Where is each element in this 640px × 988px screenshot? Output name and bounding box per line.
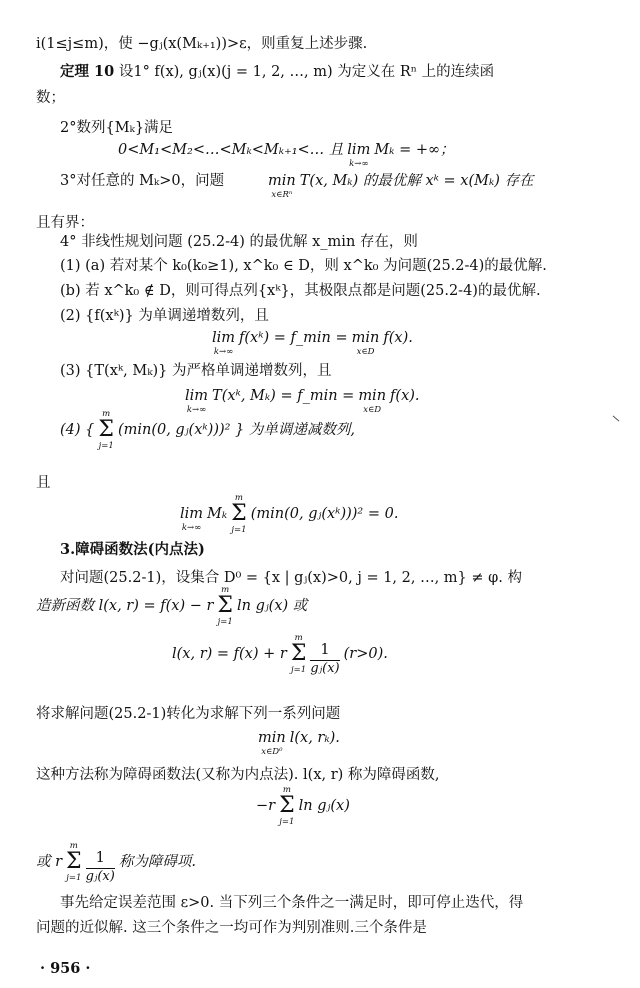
math-text: 1 xyxy=(86,848,115,869)
math-segment xyxy=(268,171,296,200)
line-text: 将求解问题(25.2-1)转化为求解下列一系列问题 xyxy=(36,706,341,722)
math-segment xyxy=(256,796,275,816)
math-segment xyxy=(347,140,370,169)
math-text: 或 r xyxy=(36,854,63,870)
math-text: Σ xyxy=(279,793,295,818)
lower-limit: k→∞ xyxy=(181,523,202,533)
math-segment xyxy=(374,140,454,160)
math-text: lim xyxy=(212,330,236,346)
math-segment xyxy=(60,420,94,440)
math-segment xyxy=(258,728,286,757)
math-segment xyxy=(118,140,343,160)
denominator: gⱼ(x) xyxy=(310,661,340,676)
lower-limit: x∈D xyxy=(356,347,375,357)
line-text: 3.障碍函数法(内点法) xyxy=(60,541,205,558)
line-text: (1) (a) 若对某个 k₀(k₀≥1), x^k₀ ∈ D，则 x^k₀ 为问题(25.2-4)的最优解. xyxy=(60,258,547,274)
text-line xyxy=(36,473,51,493)
math-segment xyxy=(118,420,355,440)
math-text: ln gⱼ(x) xyxy=(298,798,350,814)
math-segment xyxy=(352,328,380,357)
math-text: l(x, r) = f(x) + r xyxy=(172,646,287,662)
math-segment xyxy=(237,596,307,616)
text-line xyxy=(36,213,94,233)
math-text: lim xyxy=(347,142,371,158)
text-line xyxy=(60,306,269,326)
line-text: 事先给定误差范围 ε>0. 当下列三个条件之一满足时，即可停止迭代，得 xyxy=(60,895,524,911)
line-text: 且有界： xyxy=(36,215,94,231)
text-line xyxy=(60,568,522,588)
lower-limit: k→∞ xyxy=(349,159,369,169)
math-display xyxy=(180,493,402,535)
math-display xyxy=(185,386,424,415)
math-text: T(xᵏ, Mₖ) = f_min = xyxy=(212,388,355,404)
upper-limit: m xyxy=(282,785,291,795)
math-segment xyxy=(212,386,354,406)
math-display xyxy=(118,140,459,169)
lower-limit: j=1 xyxy=(231,525,247,535)
fraction xyxy=(86,848,115,885)
line-text: (2) {f(xᵏ)} 为单调递增数列，且 xyxy=(60,308,269,324)
math-display xyxy=(36,841,200,885)
math-segment xyxy=(390,386,419,406)
line-text: 且 xyxy=(36,475,51,491)
math-display xyxy=(258,728,344,757)
text-line xyxy=(60,540,205,560)
line-text: 设1° f(x), gⱼ(x)(j = 1, 2, …, m) 为定义在 Rⁿ 上的连续函 xyxy=(114,64,495,80)
text-line xyxy=(60,256,547,276)
text-line xyxy=(60,118,173,138)
upper-limit: m xyxy=(69,841,78,851)
text-line xyxy=(36,704,340,724)
lower-limit: x∈D⁰ xyxy=(261,747,283,757)
line-text: 这种方法称为障碍函数法(又称为内点法). l(x, r) 称为障碍函数, xyxy=(36,767,440,783)
summation xyxy=(217,586,233,627)
math-segment xyxy=(180,504,203,533)
math-segment xyxy=(383,328,412,348)
math-display xyxy=(36,585,311,627)
math-segment xyxy=(358,386,386,415)
text-line xyxy=(36,918,427,938)
line-text: (3) {T(xᵏ, Mₖ)} 为严格单调递增数列，且 xyxy=(60,363,332,379)
math-display xyxy=(268,171,538,200)
math-segment xyxy=(239,328,348,348)
line-text: 2°数列{Mₖ}满足 xyxy=(60,120,174,136)
math-segment xyxy=(207,504,227,524)
summation xyxy=(231,494,247,535)
math-text: Σ xyxy=(231,501,247,526)
math-text: 1 xyxy=(310,640,339,661)
upper-limit: m xyxy=(102,409,111,419)
lower-limit: j=1 xyxy=(66,873,82,883)
math-text: −r xyxy=(256,798,276,814)
summation xyxy=(291,634,307,675)
math-text: Σ xyxy=(290,641,307,666)
math-text: Mₖ xyxy=(207,506,228,522)
text-line xyxy=(60,62,494,82)
math-text: T(x, Mₖ) 的最优解 xᵏ = x(Mₖ) 存在 xyxy=(299,173,534,189)
math-text: Mₖ = +∞； xyxy=(374,142,455,158)
math-display xyxy=(212,328,417,357)
theorem-label: 定理 10 xyxy=(60,63,115,80)
text-line xyxy=(60,893,523,913)
line-text: 4° 非线性规划问题 (25.2-4) 的最优解 x_min 存在，则 xyxy=(60,234,418,250)
math-display xyxy=(256,785,354,827)
lower-limit: x∈D xyxy=(363,405,382,415)
math-text: Σ xyxy=(66,849,82,874)
math-segment xyxy=(251,504,399,524)
math-segment xyxy=(300,171,534,191)
scan-speck xyxy=(613,416,620,422)
math-text: 称为障碍项. xyxy=(118,854,196,870)
text-line xyxy=(60,171,224,191)
math-text: f(xᵏ) = f_min = xyxy=(239,330,348,346)
math-text: min xyxy=(268,173,296,189)
math-text: (r>0). xyxy=(343,646,388,662)
math-text: f(x). xyxy=(383,330,413,346)
line-text: 问题的近似解. 这三个条件之一均可作为判别准则.三个条件是 xyxy=(36,920,427,936)
math-segment xyxy=(185,386,208,415)
fraction xyxy=(310,640,339,677)
lower-limit: j=1 xyxy=(217,617,233,627)
math-text: lim xyxy=(180,506,204,522)
math-segment xyxy=(36,852,62,872)
line-text: 对问题(25.2-1)，设集合 D⁰ = {x | gⱼ(x)>0, j = 1, 2, …, m} ≠ φ. 构 xyxy=(60,570,523,586)
text-line xyxy=(60,281,541,301)
math-segment xyxy=(299,796,350,816)
math-text: (min(0, gⱼ(xᵏ)))² = 0. xyxy=(250,506,399,522)
math-text: Σ xyxy=(98,417,114,442)
lower-limit: k→∞ xyxy=(186,405,207,415)
math-text: ln gⱼ(x) 或 xyxy=(236,598,308,614)
lower-limit: j=1 xyxy=(291,665,307,675)
lower-limit: k→∞ xyxy=(213,347,234,357)
math-display xyxy=(60,409,359,451)
math-text: min xyxy=(351,330,380,346)
upper-limit: m xyxy=(234,493,243,503)
math-display xyxy=(172,633,392,677)
math-text: Σ xyxy=(217,593,233,618)
math-text: f(x). xyxy=(390,388,420,404)
lower-limit: x∈Rⁿ xyxy=(271,190,293,200)
math-text: (4) { xyxy=(60,422,95,438)
math-text: 0<M₁<M₂<…<Mₖ<Mₖ₊₁<… 且 xyxy=(118,142,344,158)
upper-limit: m xyxy=(294,633,303,643)
math-text: 造新函数 l(x, r) = f(x) − r xyxy=(36,598,214,614)
math-text: min xyxy=(258,730,286,746)
math-text: min xyxy=(358,388,387,404)
math-text: lim xyxy=(185,388,209,404)
math-segment xyxy=(36,596,213,616)
text-line xyxy=(60,232,418,252)
lower-limit: j=1 xyxy=(279,817,295,827)
text-line xyxy=(36,88,65,108)
line-text: 3°对任意的 Mₖ>0，问题 xyxy=(60,173,225,189)
upper-limit: m xyxy=(221,585,230,595)
summation xyxy=(279,786,295,827)
math-text: (min(0, gⱼ(xᵏ)))² } 为单调递减数列, xyxy=(117,422,355,438)
math-segment xyxy=(172,644,287,664)
text-line xyxy=(36,765,440,785)
denominator: gⱼ(x) xyxy=(85,869,115,884)
summation xyxy=(66,842,82,883)
math-segment xyxy=(119,852,196,872)
lower-limit: j=1 xyxy=(98,441,114,451)
line-text: i(1≤j≤m)，使 −gⱼ(x(Mₖ₊₁))>ε，则重复上述步骤. xyxy=(36,36,368,52)
math-segment xyxy=(344,644,388,664)
page-number: · 956 · xyxy=(40,960,91,977)
summation xyxy=(98,410,114,451)
math-text: l(x, rₖ). xyxy=(289,730,340,746)
text-line xyxy=(36,34,367,54)
line-text: (b) 若 x^k₀ ∉ D，则可得点列{xᵏ}，其极限点都是问题(25.2-4)的最优解. xyxy=(60,283,541,299)
line-text: 数； xyxy=(36,90,65,106)
math-segment xyxy=(290,728,340,748)
text-line xyxy=(60,361,332,381)
math-segment xyxy=(212,328,235,357)
